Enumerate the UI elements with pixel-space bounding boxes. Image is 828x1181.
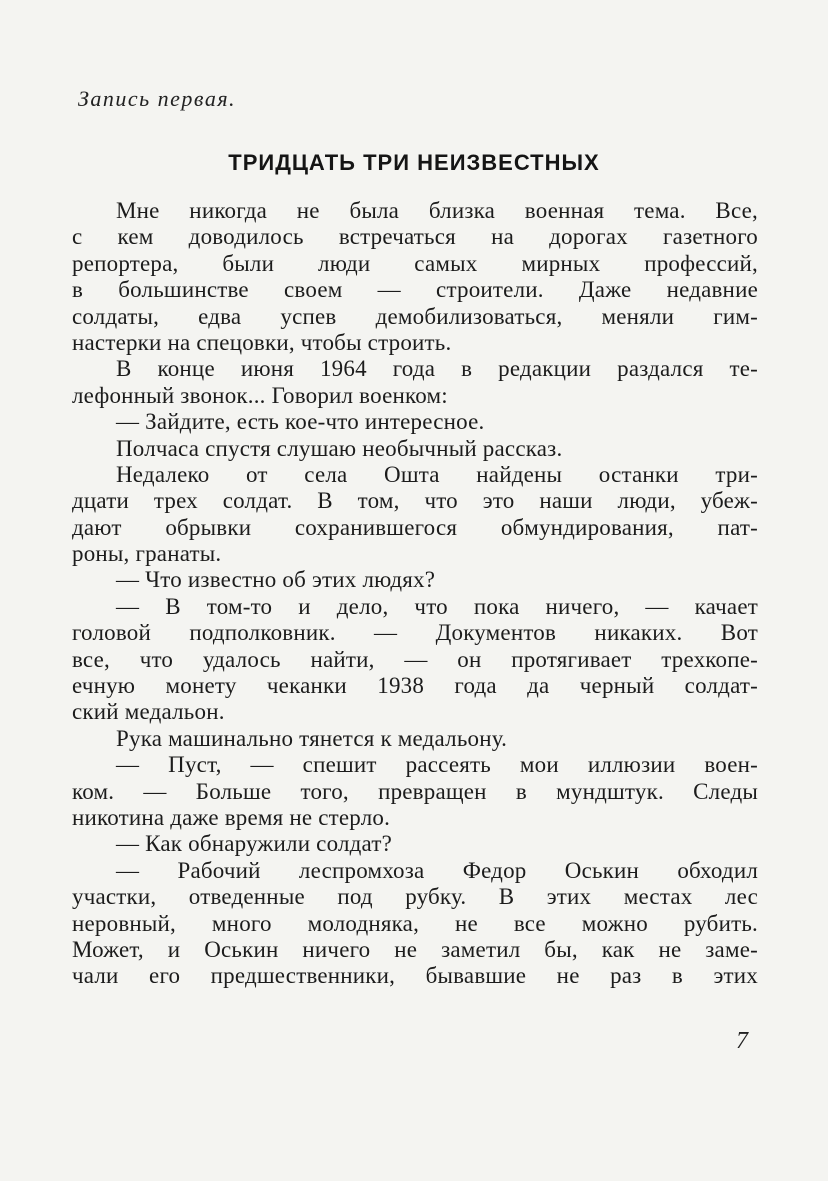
text-line: Недалеко от села Ошта найдены останки три- [116, 461, 758, 487]
text-line: в большинстве своем — строители. Даже недавние [72, 277, 758, 303]
text-line: головой подполковник. — Документов никаких. Вот [72, 620, 758, 646]
text-line: чали его предшественники, бывавшие не раз в этих [72, 963, 758, 989]
text-line: В конце июня 1964 года в редакции раздался те- [116, 356, 758, 382]
text-line: — Зайдите, есть кое-что интересное. [116, 409, 485, 435]
text-line: все, что удалось найти, — он протягивает трехкопе- [72, 646, 758, 672]
text-line: Мне никогда не была близка военная тема. Все, [116, 198, 758, 223]
text-line: дцати трех солдат. В том, что это наши люди, убеж- [72, 488, 758, 514]
text-line: с кем доводилось встречаться на дорогах газетного [72, 224, 758, 250]
text-line: — Как обнаружили солдат? [116, 831, 393, 857]
text-line: ечную монету чеканки 1938 года да черный солдат- [72, 673, 758, 699]
text-line: дают обрывки сохранившегося обмундирования, пат- [72, 514, 758, 540]
text-line: Может, и Оськин ничего не заметил бы, как не заме- [72, 936, 758, 962]
text-line: неровный, много молодняка, не все можно рубить. [72, 910, 758, 936]
text-line: — В том-то и дело, что пока ничего, — качает [116, 593, 758, 619]
text-line: настерки на спецовки, чтобы строить. [72, 329, 452, 355]
text-line: лефонный звонок... Говорил военком: [72, 382, 448, 408]
epigraph: Запись первая. [78, 86, 237, 111]
text-line: ский медальон. [72, 699, 225, 725]
text-line: Полчаса спустя слушаю необычный рассказ. [116, 435, 563, 461]
text-line: участки, отведенные под рубку. В этих местах лес [72, 884, 758, 910]
text-line: ком. — Больше того, превращен в мундштук. Следы [72, 778, 758, 804]
text-line: — Пуст, — спешит рассеять мои иллюзии воен- [116, 752, 758, 778]
text-line: репортера, были люди самых мирных профессий, [72, 250, 758, 276]
text-line: Рука машинально тянется к медальону. [116, 725, 508, 751]
text-line: — Рабочий леспромхоза Федор Оськин обходил [116, 857, 758, 883]
body-text [72, 198, 758, 990]
page-number: 7 [736, 1028, 748, 1054]
text-line: — Что известно об этих людях? [116, 567, 436, 593]
text-line: роны, гранаты. [72, 541, 222, 567]
text-line: никотина даже время не стерло. [72, 804, 391, 830]
text-line: солдаты, едва успев демобилизоваться, меняли гим- [72, 303, 758, 329]
chapter-heading: ТРИДЦАТЬ ТРИ НЕИЗВЕСТНЫХ [228, 150, 600, 175]
